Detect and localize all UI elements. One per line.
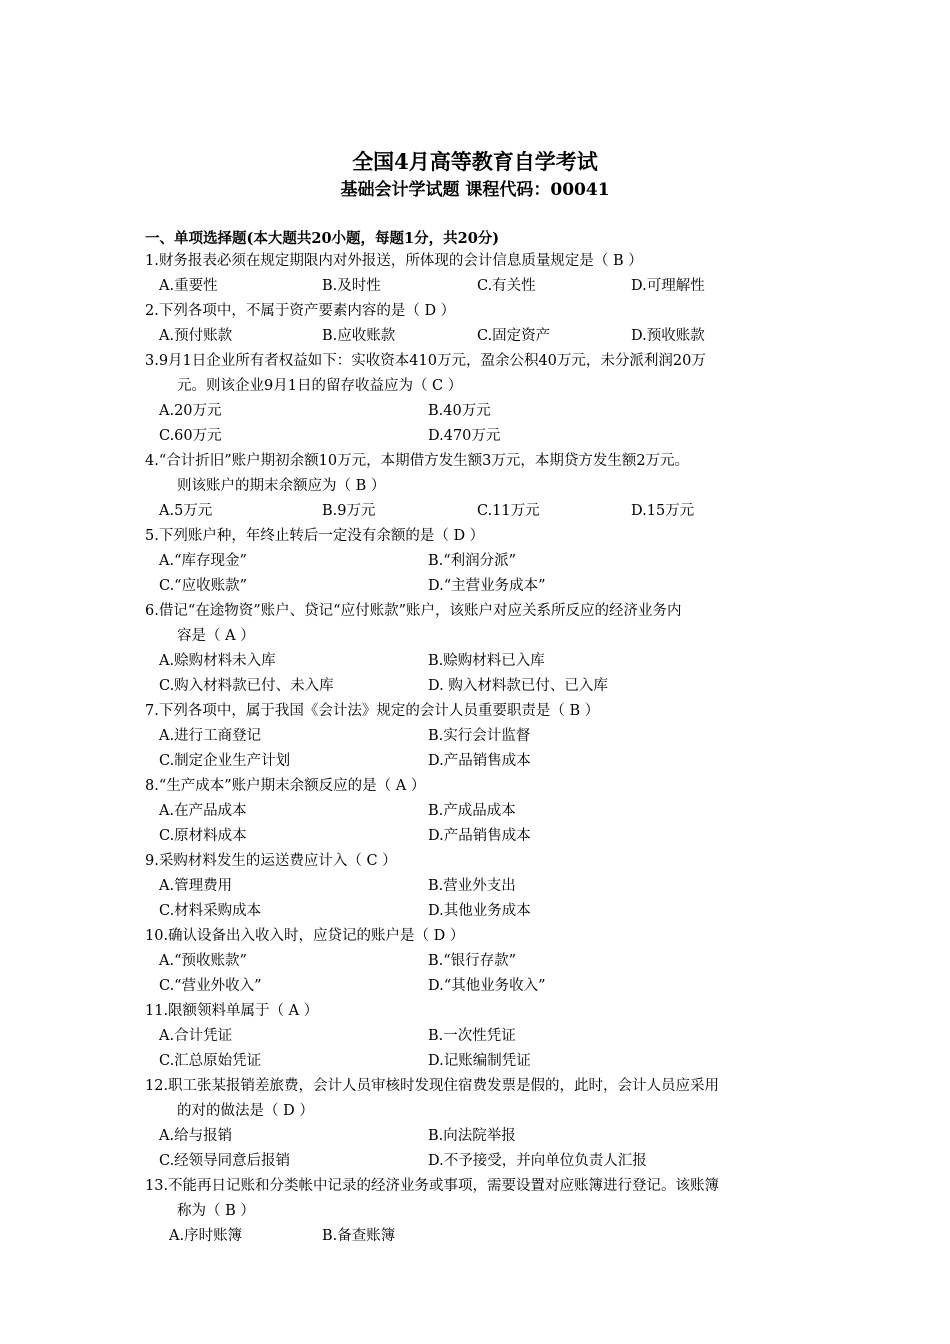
option-c: C.购入材料款已付、未入库 <box>159 678 334 694</box>
question-stem: 6.借记“在途物资”账户、贷记“应付账款”账户，该账户对应关系所反应的经济业务内 <box>145 603 682 619</box>
option-a: A.“预收账款” <box>159 953 247 969</box>
option-d: D. 购入材料款已付、已入库 <box>428 678 608 694</box>
question-stem: 1.财务报表必须在规定期限内对外报送，所体现的会计信息质量规定是（ B ） <box>145 253 643 269</box>
question-stem: 4.“合计折旧”账户期初余额10万元，本期借方发生额3万元，本期贷方发生额2万元。 <box>145 453 690 469</box>
option-d: D.“主营业务成本” <box>428 578 546 594</box>
option-b: B.40万元 <box>428 403 491 419</box>
option-c: C.固定资产 <box>477 328 551 344</box>
option-a: A.重要性 <box>159 278 218 294</box>
option-row <box>145 1124 825 1149</box>
option-c: C.“营业外收入” <box>159 978 262 994</box>
option-c: C.有关性 <box>477 278 536 294</box>
option-d: D.预收账款 <box>631 328 705 344</box>
option-c: C.汇总原始凭证 <box>159 1053 262 1069</box>
option-row <box>145 1224 825 1249</box>
option-row <box>145 324 825 349</box>
option-row <box>145 399 825 424</box>
option-row <box>145 974 825 999</box>
option-b: B.营业外支出 <box>428 878 516 894</box>
option-a: A.进行工商登记 <box>159 728 262 744</box>
section-heading: 一、单项选择题(本大题共20小题，每题1分，共20分) <box>145 230 500 247</box>
option-b: B.向法院举报 <box>428 1128 516 1144</box>
option-b: B.及时性 <box>322 278 381 294</box>
option-row <box>145 649 825 674</box>
option-d: D.产品销售成本 <box>428 753 531 769</box>
option-b: B.产成品成本 <box>428 803 516 819</box>
question-list <box>145 249 825 1249</box>
exam-title: 全国4月高等教育自学考试 <box>352 149 598 174</box>
option-d: D.“其他业务收入” <box>428 978 546 994</box>
option-row <box>145 549 825 574</box>
question-stem-continued: 则该账户的期末余额应为（ B ） <box>177 478 386 494</box>
option-b: B.“银行存款” <box>428 953 517 969</box>
option-a: A.赊购材料未入库 <box>159 653 276 669</box>
option-c: C.60万元 <box>159 428 222 444</box>
option-b: B.赊购材料已入库 <box>428 653 545 669</box>
option-a: A.“库存现金” <box>159 553 247 569</box>
option-row <box>145 724 825 749</box>
option-row <box>145 499 825 524</box>
question-stem: 11.限额领料单属于（ A ） <box>145 1003 319 1019</box>
option-c: C.制定企业生产计划 <box>159 753 291 769</box>
option-c: C.材料采购成本 <box>159 903 262 919</box>
option-row <box>145 1024 825 1049</box>
option-row <box>145 574 825 599</box>
option-row <box>145 1149 825 1174</box>
option-row <box>145 874 825 899</box>
option-d: D.记账编制凭证 <box>428 1053 531 1069</box>
question-stem-continued: 称为（ B ） <box>177 1203 255 1219</box>
option-b: B.一次性凭证 <box>428 1028 516 1044</box>
option-row <box>145 749 825 774</box>
question-stem: 7.下列各项中，属于我国《会计法》规定的会计人员重要职责是（ B ） <box>145 703 600 719</box>
question-stem: 13.不能再日记账和分类帐中记录的经济业务或事项，需要设置对应账簿进行登记。该账簿 <box>145 1178 720 1194</box>
option-row <box>145 899 825 924</box>
option-b: B.备查账簿 <box>322 1228 396 1244</box>
question-stem: 8.“生产成本”账户期末余额反应的是（ A ） <box>145 778 426 794</box>
option-row <box>145 424 825 449</box>
option-d: D.可理解性 <box>631 278 705 294</box>
question-stem: 2.下列各项中，不属于资产要素内容的是（ D ） <box>145 303 456 319</box>
option-a: A.合计凭证 <box>159 1028 233 1044</box>
option-b: B.“利润分派” <box>428 553 517 569</box>
question-stem: 9.采购材料发生的运送费应计入（ C ） <box>145 853 397 869</box>
option-b: B.实行会计监督 <box>428 728 531 744</box>
question-stem-continued: 容是（ A ） <box>177 628 255 644</box>
option-row <box>145 274 825 299</box>
option-a: A.预付账款 <box>159 328 233 344</box>
option-c: C.原材料成本 <box>159 828 247 844</box>
option-a: A.给与报销 <box>159 1128 233 1144</box>
option-row <box>145 949 825 974</box>
option-b: B.应收账款 <box>322 328 396 344</box>
question-stem: 5.下列账户种，年终止转后一定没有余额的是（ D ） <box>145 528 485 544</box>
question-stem: 3.9月1日企业所有者权益如下：实收资本410万元，盈余公积40万元，未分派利润20万 <box>145 353 706 369</box>
option-a: A.管理费用 <box>159 878 233 894</box>
exam-subtitle: 基础会计学试题 课程代码：00041 <box>340 180 610 200</box>
option-d: D.15万元 <box>631 503 695 519</box>
question-stem: 12.职工张某报销差旅费，会计人员审核时发现住宿费发票是假的，此时，会计人员应采用 <box>145 1078 720 1094</box>
option-a: A.5万元 <box>159 503 213 519</box>
option-c: C.“应收账款” <box>159 578 248 594</box>
option-d: D.产品销售成本 <box>428 828 531 844</box>
question-stem-continued: 元。则该企业9月1日的留存收益应为（ C ） <box>177 378 463 394</box>
option-b: B.9万元 <box>322 503 376 519</box>
option-row <box>145 674 825 699</box>
option-a: A.序时账簿 <box>169 1228 243 1244</box>
option-row <box>145 799 825 824</box>
option-d: D.其他业务成本 <box>428 903 531 919</box>
option-d: D.470万元 <box>428 428 501 444</box>
option-row <box>145 1049 825 1074</box>
question-stem-continued: 的对的做法是（ D ） <box>177 1103 314 1119</box>
question-stem: 10.确认设备出入收入时，应贷记的账户是（ D ） <box>145 928 465 944</box>
option-d: D.不予接受，并向单位负责人汇报 <box>428 1153 647 1169</box>
option-row <box>145 824 825 849</box>
option-a: A.在产品成本 <box>159 803 247 819</box>
option-c: C.经领导同意后报销 <box>159 1153 291 1169</box>
option-c: C.11万元 <box>477 503 540 519</box>
option-a: A.20万元 <box>159 403 222 419</box>
